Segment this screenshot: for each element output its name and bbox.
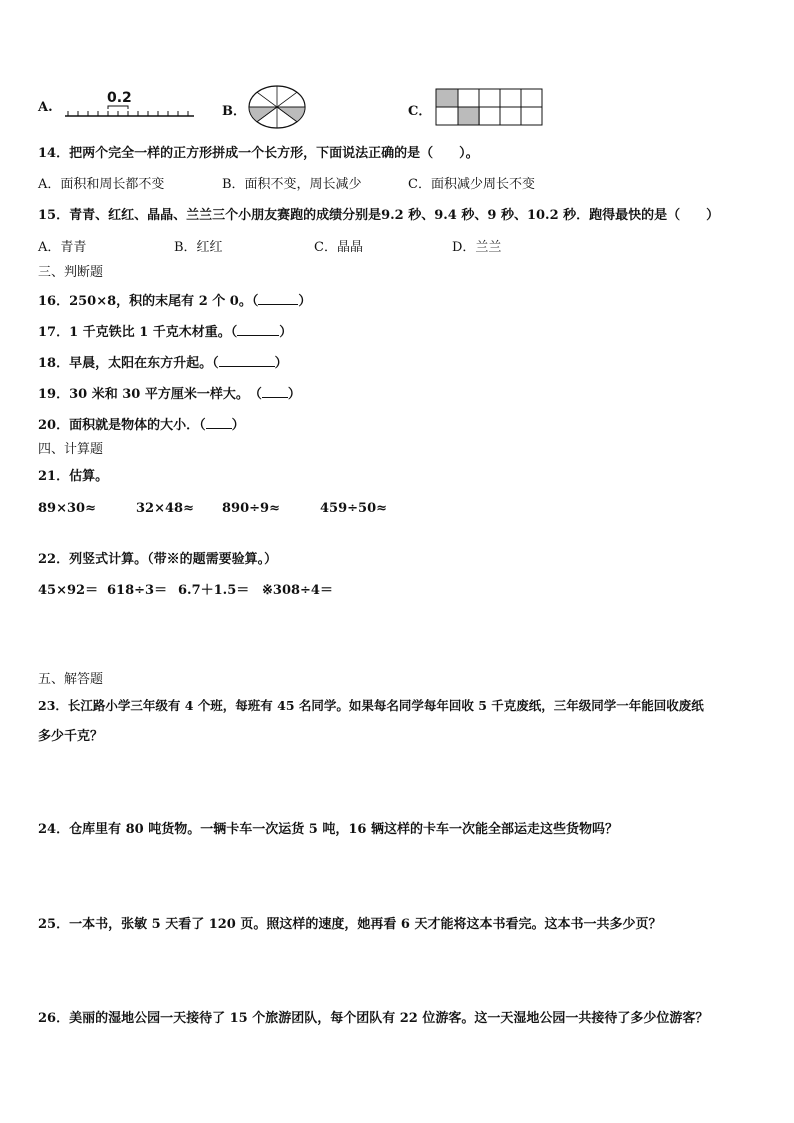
question-15: 15．青青、红红、晶晶、兰兰三个小朋友赛跑的成绩分别是9.2 秒、9.4 秒、9 秒、10.2 秒．跑得最快的是（ ） <box>38 208 720 223</box>
question-26: 26．美丽的湿地公园一天接待了 15 个旅游团队，每个团队有 22 位游客。这一天湿地公园一共接待了多少位游客？ <box>38 1011 709 1026</box>
question-20-text: 20．面积就是物体的大小．（ <box>38 418 206 433</box>
q22-item: 6.7＋1.5＝ <box>178 583 250 598</box>
q21-item: 32×48≈ <box>136 501 194 516</box>
question-17-text: 17．1 千克铁比 1 千克木材重。（ <box>38 325 238 340</box>
question-20 <box>38 416 245 434</box>
q14-option-c: C．面积减少周长不变 <box>408 177 535 192</box>
answer-blank[interactable] <box>237 323 279 336</box>
q15-option-c: C．晶晶 <box>314 240 363 255</box>
option-c-label: C． <box>408 104 432 119</box>
question-20-end: ） <box>231 418 245 433</box>
question-17 <box>38 323 292 341</box>
answer-blank[interactable] <box>258 292 298 305</box>
question-23-line1: 23．长江路小学三年级有 4 个班，每班有 45 名同学。如果每名同学每年回收 5 千克废纸，三年级同学一年能回收废纸 <box>38 698 704 713</box>
question-18-end: ） <box>274 356 288 371</box>
q21-item: 89×30≈ <box>38 501 96 516</box>
section-3-title: 三、判断题 <box>38 265 104 280</box>
question-25: 25．一本书，张敏 5 天看了 120 页。照这样的速度，她再看 6 天才能将这本书看完。这本书一共多少页？ <box>38 917 662 932</box>
answer-blank[interactable] <box>206 416 232 429</box>
section-5-title: 五、解答题 <box>38 672 104 687</box>
question-24: 24．仓库里有 80 吨货物。一辆卡车一次运货 5 吨，16 辆这样的卡车一次能全部运走这些货物吗？ <box>38 822 618 837</box>
question-19-text: 19．30 米和 30 平方厘米一样大。 （ <box>38 387 262 402</box>
question-19-end: ） <box>287 387 301 402</box>
answer-blank[interactable] <box>262 385 288 398</box>
question-23-line2: 多少千克？ <box>38 729 104 744</box>
q15-option-d: D．兰兰 <box>452 240 502 255</box>
circle-pie-figure <box>246 84 308 130</box>
question-16-end: ） <box>298 294 312 309</box>
q14-option-a: A．面积和周长都不变 <box>38 177 165 192</box>
q15-option-b: B．红红 <box>174 240 223 255</box>
number-line-value: 0.2 <box>107 90 132 106</box>
q21-item: 890÷9≈ <box>222 501 280 516</box>
q14-option-b: B．面积不变，周长减少 <box>222 177 362 192</box>
question-14: 14．把两个完全一样的正方形拼成一个长方形，下面说法正确的是（ ）。 <box>38 146 479 161</box>
question-16 <box>38 292 311 310</box>
question-19 <box>38 385 301 403</box>
q22-item: 618÷3＝ <box>107 583 168 598</box>
grid-figure <box>434 88 546 128</box>
number-line-figure <box>62 88 202 120</box>
answer-blank[interactable] <box>219 354 275 367</box>
option-a-label: A. <box>38 100 53 115</box>
question-22: 22．列竖式计算。（带※的题需要验算。） <box>38 552 278 567</box>
question-18 <box>38 354 288 372</box>
question-18-text: 18．早晨，太阳在东方升起。（ <box>38 356 219 371</box>
option-b-label: B． <box>222 104 246 119</box>
q22-item: 45×92＝ <box>38 583 99 598</box>
question-16-text: 16．250×8，积的末尾有 2 个 0。（ <box>38 294 259 309</box>
q22-item: ※308÷4＝ <box>262 583 333 598</box>
question-21: 21．估算。 <box>38 469 109 484</box>
question-17-end: ） <box>279 325 293 340</box>
q21-item: 459÷50≈ <box>320 501 388 516</box>
section-4-title: 四、计算题 <box>38 442 104 457</box>
q15-option-a: A．青青 <box>38 240 87 255</box>
